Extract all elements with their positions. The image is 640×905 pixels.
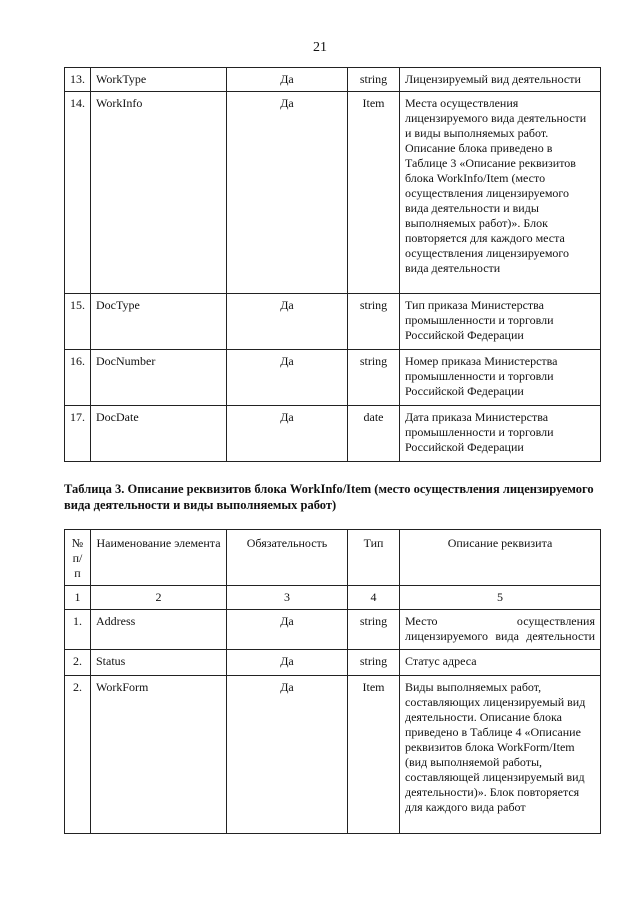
element-description: Места осуществления лицензируемого вида деятельности и виды выполняемых работ. Описание блока приведено в Таблице 3 «Описание реквизитов блока WorkInfo/Item (место осуществления лицензируемого вида деятельности и виды выполняемых работ)». Блок повторяется для каждого места осуществления лицензируемого вида деятельности (400, 92, 601, 294)
header-required: Обязательность (227, 530, 348, 586)
element-required: Да (227, 610, 348, 650)
element-required: Да (227, 350, 348, 406)
element-required: Да (227, 650, 348, 676)
element-required: Да (227, 676, 348, 834)
table-row (65, 406, 601, 462)
column-index: 3 (227, 586, 348, 610)
element-required: Да (227, 406, 348, 462)
row-number: 13. (65, 68, 91, 92)
column-index: 1 (65, 586, 91, 610)
table-header-row (65, 530, 601, 586)
table-caption: Таблица 3. Описание реквизитов блока WorkInfo/Item (место осуществления лицензируемого вида деятельности и виды выполняемых работ) (64, 482, 594, 512)
row-number: 15. (65, 294, 91, 350)
element-name: Status (91, 650, 227, 676)
element-description: Виды выполняемых работ, составляющих лицензируемый вид деятельности. Описание блока приведено в Таблице 4 «Описание реквизитов блока WorkForm/Item (вид выполняемой работы, составляющей лицензируемый вид деятельности)». Блок повторяется для каждого вида работ (400, 676, 601, 834)
element-type: Item (348, 92, 400, 294)
element-name: DocNumber (91, 350, 227, 406)
element-description: Номер приказа Министерства промышленности и торговли Российской Федерации (400, 350, 601, 406)
element-type: string (348, 68, 400, 92)
table-row (65, 650, 601, 676)
table-row (65, 676, 601, 834)
table-row (65, 294, 601, 350)
element-name: DocType (91, 294, 227, 350)
column-index: 2 (91, 586, 227, 610)
element-description: Статус адреса (400, 650, 601, 676)
element-name: WorkForm (91, 676, 227, 834)
element-name: DocDate (91, 406, 227, 462)
column-index: 5 (400, 586, 601, 610)
elements-table-continued (64, 67, 601, 462)
element-name: WorkInfo (91, 92, 227, 294)
element-description: Тип приказа Министерства промышленности и торговли Российской Федерации (400, 294, 601, 350)
row-number: 1. (65, 610, 91, 650)
header-description: Описание реквизита (400, 530, 601, 586)
element-required: Да (227, 92, 348, 294)
workinfo-item-table (64, 529, 601, 834)
element-name: WorkType (91, 68, 227, 92)
element-description: Дата приказа Министерства промышленности и торговли Российской Федерации (400, 406, 601, 462)
element-type: date (348, 406, 400, 462)
element-description: Лицензируемый вид деятельности (400, 68, 601, 92)
element-type: string (348, 610, 400, 650)
row-number: 16. (65, 350, 91, 406)
page-number: 21 (313, 40, 327, 55)
header-name: Наименование элемента (91, 530, 227, 586)
row-number: 2. (65, 676, 91, 834)
element-type: string (348, 294, 400, 350)
header-num: № п/п (65, 530, 91, 586)
element-required: Да (227, 294, 348, 350)
element-type: string (348, 650, 400, 676)
header-type: Тип (348, 530, 400, 586)
table-row (65, 350, 601, 406)
column-index-row (65, 586, 601, 610)
column-index: 4 (348, 586, 400, 610)
table-row (65, 610, 601, 650)
row-number: 17. (65, 406, 91, 462)
row-number: 14. (65, 92, 91, 294)
element-type: string (348, 350, 400, 406)
element-required: Да (227, 68, 348, 92)
element-type: Item (348, 676, 400, 834)
element-name: Address (91, 610, 227, 650)
table-row (65, 68, 601, 92)
table-row (65, 92, 601, 294)
element-description: Место осуществления лицензируемого вида деятельности (400, 610, 601, 650)
row-number: 2. (65, 650, 91, 676)
